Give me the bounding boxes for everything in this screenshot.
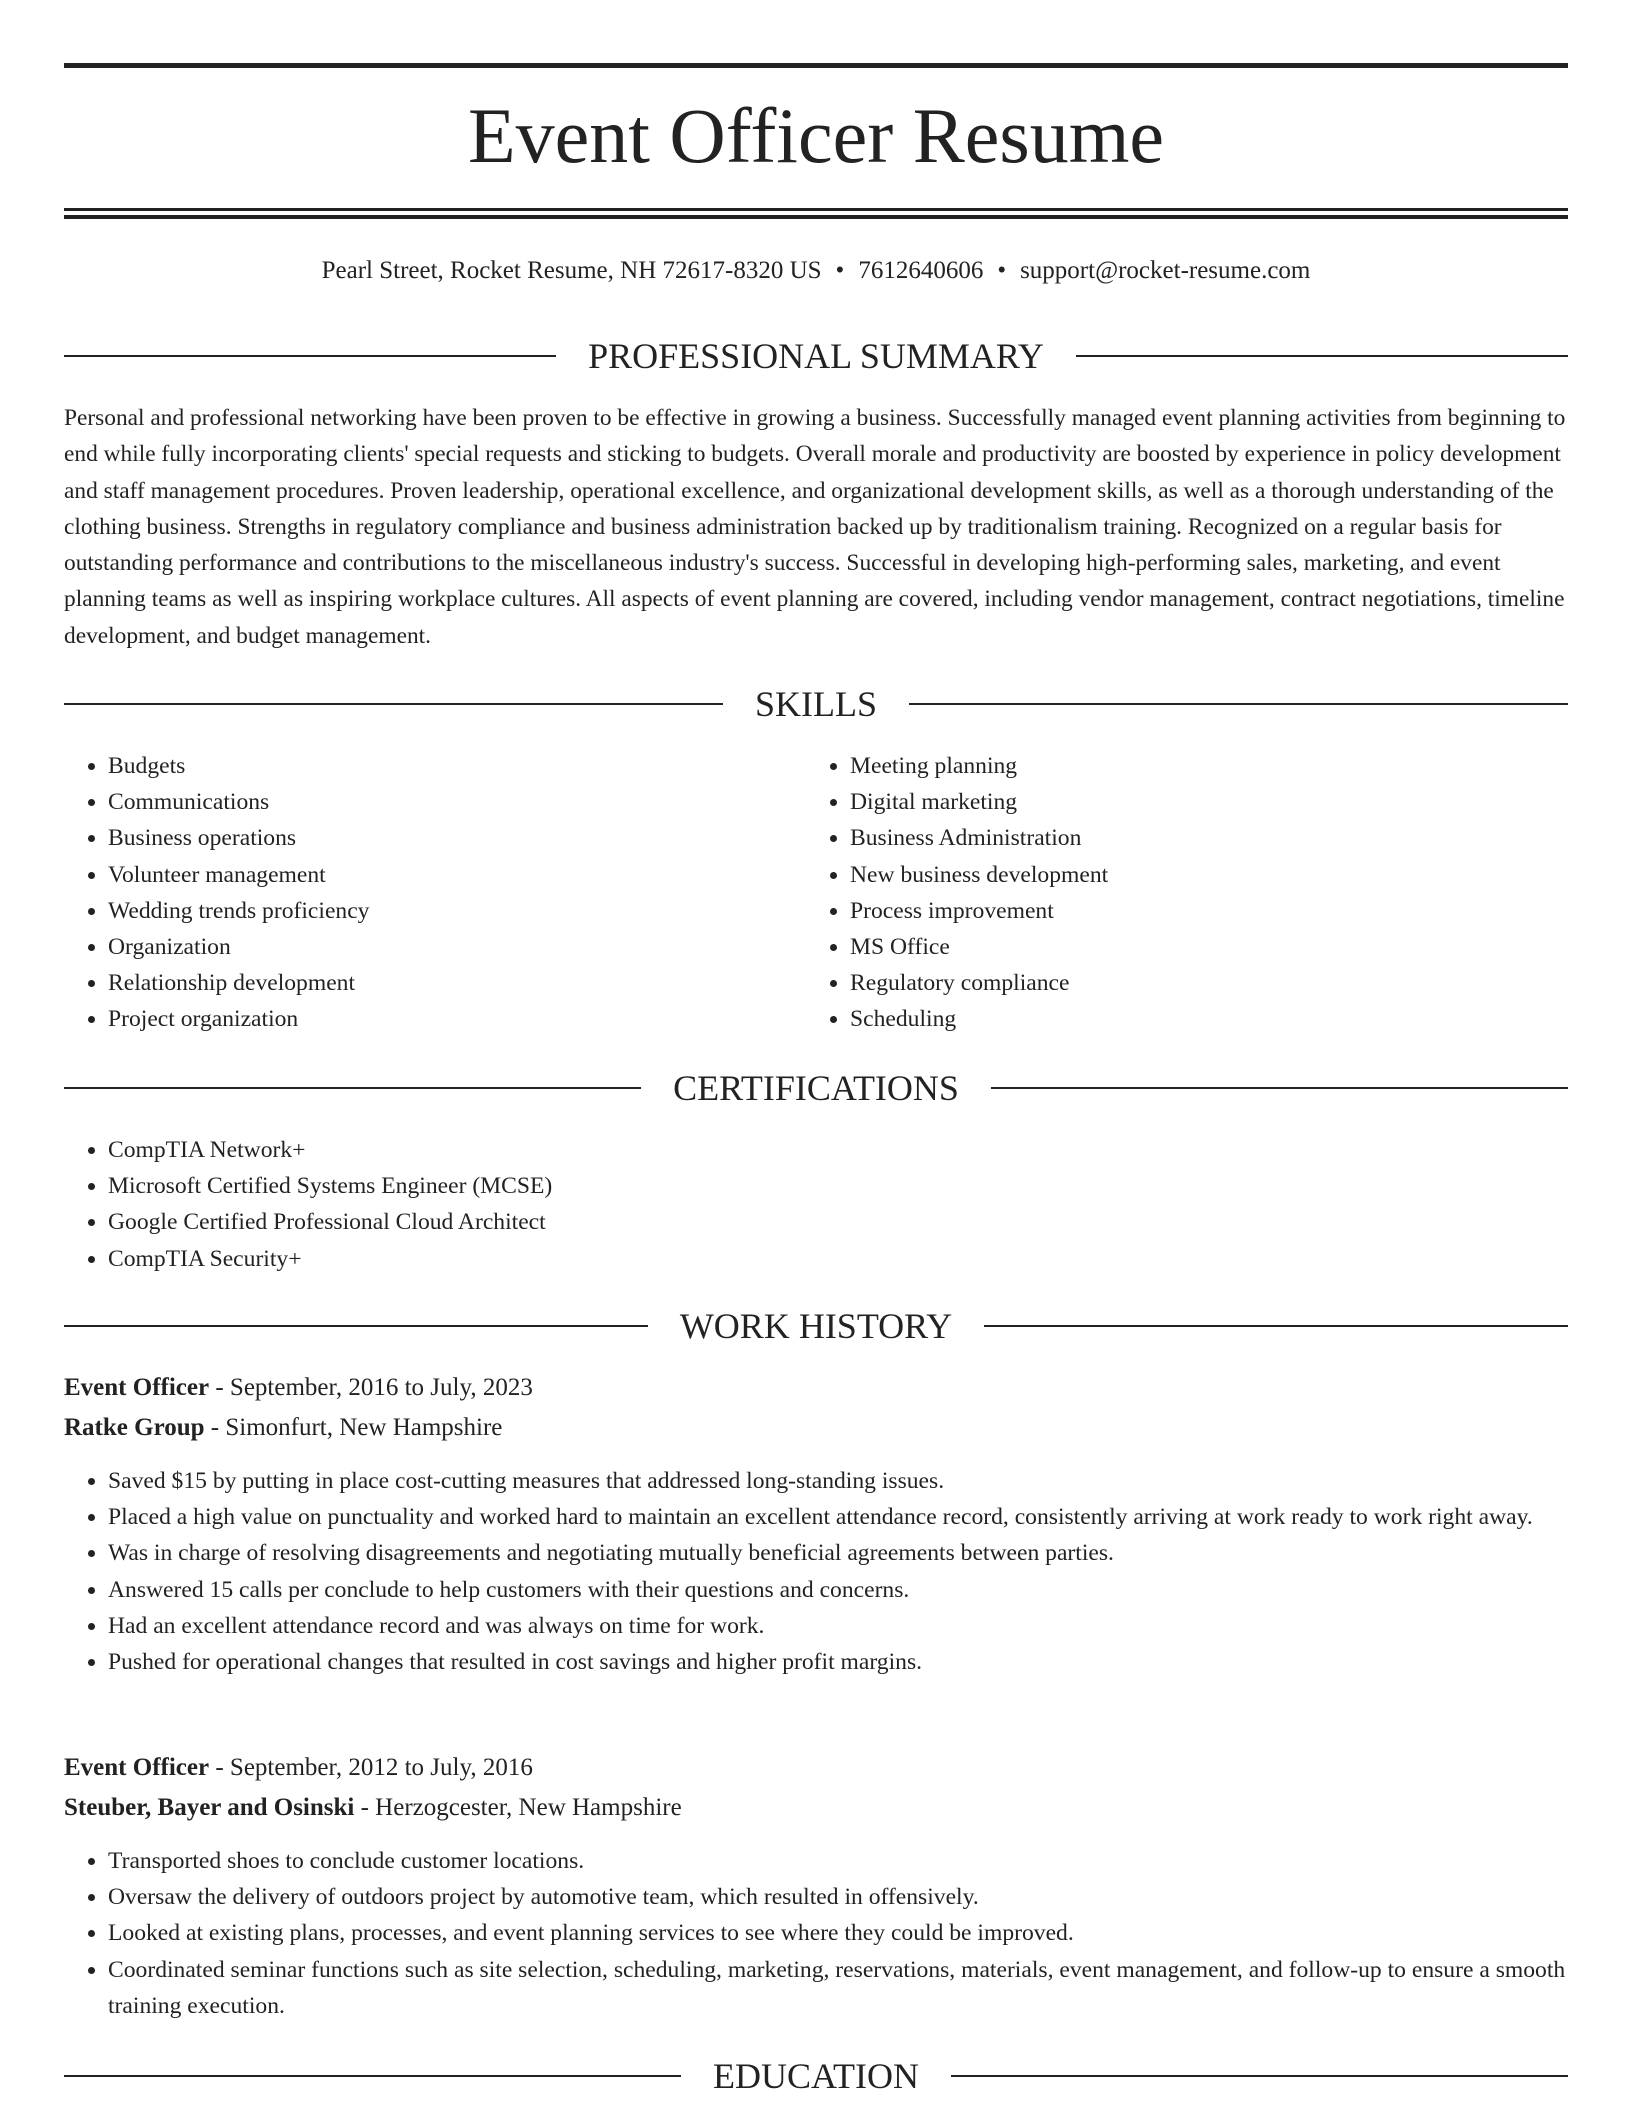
summary-text: Personal and professional networking have been proven to be effective in growing a business. Successfully managed event planning activities from beginning to end while fully incorporating clients' special requests and sticking to budgets. Overall morale and productivity are boosted by experience in policy development and staff management procedures. Proven leadership, operational excellence, and organizational development skills, as well as a thorough understanding of the clothing business. Strengths in regulatory compliance and business administration backed up by traditionalism training. Recognized on a regular basis for outstanding performance and contributions to the miscellaneous industry's success. Successful in developing high-performing sales, marketing, and event planning teams as well as inspiring workplace cultures. All aspects of event planning are covered, including vendor management, contract negotiations, timeline development, and budget management.: [64, 405, 1566, 649]
job-title-line: [64, 1370, 1568, 1406]
job-company: Ratke Group: [64, 1414, 205, 1441]
contact-address: Pearl Street, Rocket Resume, NH 72617-8320 US: [321, 257, 822, 284]
skill-item: • New business development: [850, 857, 1550, 893]
job-bullet: • Oversaw the delivery of outdoors project by automotive team, which resulted in offensively.: [108, 1879, 1618, 1915]
job-bullet: • Was in charge of resolving disagreements and negotiating mutually beneficial agreements between parties.: [108, 1535, 1618, 1571]
section-header-work-history: [64, 1304, 1568, 1348]
skill-item: • Budgets: [108, 748, 788, 784]
job-company-line: [64, 1410, 1568, 1446]
job-title-line: [64, 1750, 1568, 1786]
job-bullet: • Pushed for operational changes that resulted in cost savings and higher profit margins.: [108, 1644, 1618, 1680]
certification-item: • CompTIA Network+: [108, 1132, 1508, 1168]
section-rule: [64, 703, 723, 705]
skill-item: • Communications: [108, 784, 788, 820]
job-bullets: [64, 1463, 1618, 1680]
skill-item: • Business operations: [108, 820, 788, 856]
skill-item: • Process improvement: [850, 893, 1550, 929]
job-role: Event Officer: [64, 1754, 210, 1781]
resume-title: Event Officer Resume: [468, 92, 1164, 179]
job-bullet: • Saved $15 by putting in place cost-cutting measures that addressed long-standing issues.: [108, 1463, 1618, 1499]
job-bullet: • Looked at existing plans, processes, and event planning services to see where they could be improved.: [108, 1915, 1618, 1951]
job-bullet: • Had an excellent attendance record and was always on time for work.: [108, 1608, 1618, 1644]
title-rule-upper: [64, 208, 1568, 211]
job-bullet: • Placed a high value on punctuality and worked hard to maintain an excellent attendance record, consistently arriving at work ready to work right away.: [108, 1499, 1618, 1535]
section-title: PROFESSIONAL SUMMARY: [588, 336, 1044, 376]
title-rule-lower: [64, 215, 1568, 219]
job-role: Event Officer: [64, 1374, 210, 1401]
skills-list-left: [64, 748, 788, 1038]
section-header-education: [64, 2054, 1568, 2098]
certifications-list: [64, 1132, 1508, 1277]
skill-item: • Organization: [108, 929, 788, 965]
contact-phone: 7612640606: [858, 257, 984, 284]
skill-item: • Project organization: [108, 1001, 788, 1037]
contact-separator: •: [835, 257, 845, 284]
section-rule: [64, 1087, 641, 1089]
top-rule: [64, 63, 1568, 68]
section-rule: [909, 703, 1568, 705]
section-rule: [991, 1087, 1568, 1089]
skill-item: • Business Administration: [850, 820, 1550, 856]
section-rule: [984, 1325, 1568, 1327]
section-title: EDUCATION: [713, 2056, 919, 2096]
section-rule: [64, 2075, 681, 2077]
job-bullet: • Answered 15 calls per conclude to help customers with their questions and concerns.: [108, 1572, 1618, 1608]
section-rule: [64, 1325, 648, 1327]
section-header-skills: [64, 682, 1568, 726]
section-title: CERTIFICATIONS: [673, 1068, 959, 1108]
contact-separator: •: [997, 257, 1007, 284]
certification-item: • Microsoft Certified Systems Engineer (MCSE): [108, 1168, 1508, 1204]
job-location: - Herzogcester, New Hampshire: [354, 1794, 682, 1821]
section-rule: [1076, 355, 1568, 357]
skill-item: • Wedding trends proficiency: [108, 893, 788, 929]
job-company: Steuber, Bayer and Osinski: [64, 1794, 355, 1821]
skill-item: • Volunteer management: [108, 857, 788, 893]
job-bullets: [64, 1843, 1618, 2024]
skill-item: • Scheduling: [850, 1001, 1550, 1037]
skill-item: • MS Office: [850, 929, 1550, 965]
skill-item: • Regulatory compliance: [850, 965, 1550, 1001]
section-header-certifications: [64, 1066, 1568, 1110]
section-rule: [951, 2075, 1568, 2077]
section-rule: [64, 355, 556, 357]
job-company-line: [64, 1790, 1568, 1826]
job-bullet: • Coordinated seminar functions such as site selection, scheduling, marketing, reservations, materials, event management, and follow-up to ensure a smooth training execution.: [108, 1952, 1618, 2024]
certification-item: • CompTIA Security+: [108, 1241, 1508, 1277]
job-dates: - September, 2012 to July, 2016: [209, 1754, 533, 1781]
skill-item: • Relationship development: [108, 965, 788, 1001]
section-header-summary: [64, 334, 1568, 378]
skills-list-right: [806, 748, 1550, 1038]
skill-item: • Digital marketing: [850, 784, 1550, 820]
certification-item: • Google Certified Professional Cloud Architect: [108, 1204, 1508, 1240]
section-title: WORK HISTORY: [679, 1306, 953, 1346]
skill-item: • Meeting planning: [850, 748, 1550, 784]
contact-line: [64, 254, 1568, 288]
job-bullet: • Transported shoes to conclude customer locations.: [108, 1843, 1618, 1879]
job-dates: - September, 2016 to July, 2023: [209, 1374, 533, 1401]
section-title: SKILLS: [755, 684, 878, 724]
contact-email: support@rocket-resume.com: [1020, 257, 1311, 284]
job-location: - Simonfurt, New Hampshire: [204, 1414, 503, 1441]
